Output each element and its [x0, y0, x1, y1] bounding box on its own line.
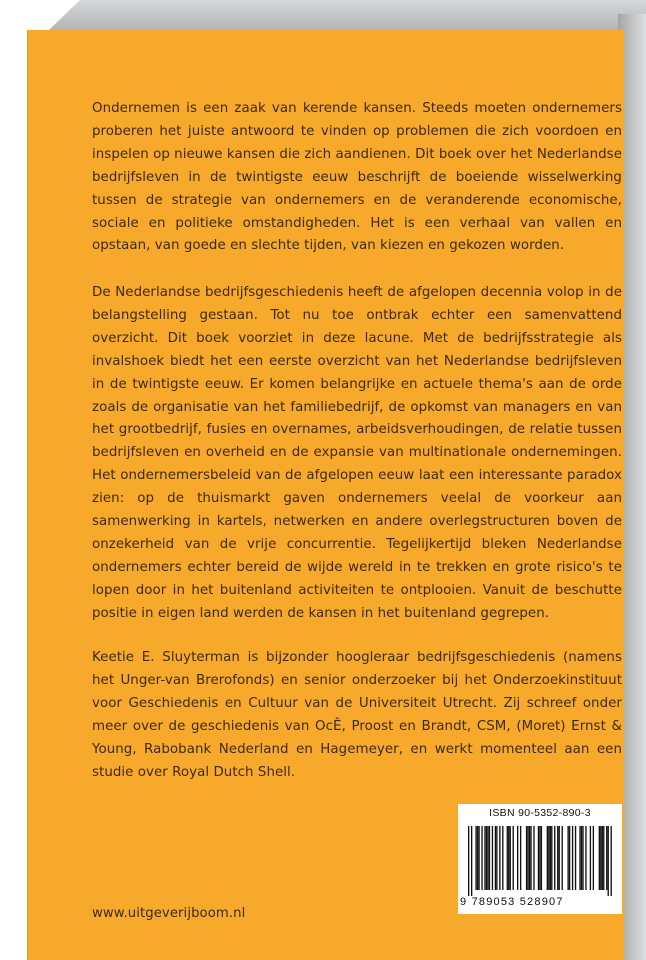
barcode-stripe: [487, 826, 488, 890]
barcode-stripe: [606, 826, 607, 890]
barcode-stripe: [502, 826, 503, 890]
barcode-stripe: [513, 826, 514, 890]
barcode-stripe: [554, 826, 555, 890]
barcode-stripe: [507, 826, 508, 890]
ean-number: 9 789053 528907: [460, 896, 564, 908]
barcode-label: [458, 804, 622, 914]
barcode-stripe: [538, 826, 539, 890]
barcode-stripe: [533, 826, 534, 890]
barcode-stripe: [611, 826, 612, 896]
barcode-stripe: [600, 826, 601, 890]
barcode-stripe: [569, 826, 570, 890]
barcode-stripe: [550, 826, 551, 890]
barcode-stripe: [562, 826, 563, 890]
barcode-stripe: [492, 826, 493, 890]
barcode-stripe: [486, 826, 487, 890]
barcode-stripe: [585, 826, 586, 890]
barcode-stripe: [572, 826, 573, 890]
barcode-stripe: [608, 826, 609, 896]
barcode-stripe: [510, 826, 511, 890]
barcode-stripe: [471, 826, 472, 896]
barcode-stripe: [489, 826, 490, 890]
barcode-stripe: [495, 826, 496, 890]
barcode-stripe: [582, 826, 583, 890]
barcode-stripe: [508, 826, 509, 890]
barcode-stripe: [593, 826, 594, 890]
barcode-stripe: [527, 826, 528, 890]
barcode-stripe: [575, 826, 576, 890]
barcode-stripe: [551, 826, 552, 890]
blurb-paragraph-intro: Ondernemen is een zaak van kerende kansen. Steeds moeten ondernemers proberen het juiste antwoord te vinden op problemen die zich voordoen en inspelen op nieuwe kansen die zich aandienen. Dit boek over het Nederlandse bedrijfsleven in de twintigste eeuw beschrijft de boeiende wisselwerking tussen de strategie van ondernemers en de veranderende economische, sociale en politieke omstandigheden. Het is een verhaal van vallen en opstaan, van goede en slechte tijden, van kiezen en gekozen worden.: [92, 101, 622, 254]
barcode-bars: [468, 826, 612, 896]
barcode-stripe: [481, 826, 482, 890]
barcode-stripe: [468, 826, 469, 896]
barcode-stripe: [539, 826, 540, 890]
barcode-stripe: [559, 826, 560, 890]
barcode-stripe: [520, 826, 521, 890]
barcode-stripe: [496, 826, 497, 890]
barcode-stripe: [557, 826, 558, 890]
publisher-website: www.uitgeverijboom.nl: [92, 906, 246, 921]
barcode-stripe: [603, 826, 604, 890]
page-stack-top-edge: [24, 0, 646, 30]
barcode-stripe: [548, 826, 549, 890]
barcode-stripe: [484, 826, 485, 890]
barcode-stripe: [590, 826, 591, 890]
barcode-stripe: [599, 826, 600, 890]
barcode-stripe: [499, 826, 500, 890]
author-bio-paragraph: Keetie E. Sluyterman is bijzonder hoogleraar bedrijfsgeschiedenis (namens het Unger-van Brerofonds) en senior onderzoeker bij het Onderzoekinstituut voor Geschiedenis en Cultuur van de Universiteit Utrecht. Zij schreef onder meer over de geschiedenis van OcÊ, Proost en Brandt, CSM, (Moret) Ernst & Young, Rabobank Nederland en Hagemeyer, en werkt momenteel aan een studie over Royal Dutch Shell.: [92, 650, 622, 780]
barcode-stripe: [477, 826, 478, 890]
barcode-stripe: [529, 826, 530, 890]
barcode-stripe: [579, 826, 580, 890]
barcode-stripe: [475, 826, 476, 890]
barcode-stripe: [581, 826, 582, 890]
barcode-stripe: [478, 826, 479, 890]
blurb-paragraph-main: De Nederlandse bedrijfsgeschiedenis heeft de afgelopen decennia volop in de belangstelling gestaan. Tot nu toe ontbrak echter een samenvattend overzicht. Dit boek voorziet in deze lacune. Met de bedrijfsstrategie als invalshoek biedt het een eerste overzicht van het Nederlandse bedrijfsleven in de twintigste eeuw. Er komen belangrijke en actuele thema's aan de orde zoals de organisatie van het familiebedrijf, de opkomst van managers en van het grootbedrijf, fusies en overnames, arbeidsverhoudingen, de relatie tussen bedrijfsleven en overheid en de expansie van multinationale ondernemingen. Het ondernemersbeleid van de afgelopen eeuw laat een interessante paradox zien: op de thuismarkt gaven ondernemers veelal de voorkeur aan samenwerking in kartels, netwerken en andere overlegstructuren boven de onzekerheid van de vrije concurrentie. Tegelijkertijd bleken Nederlandse ondernemers echter bereid de wijde wereld in te trekken en grote risico's te lopen door in het buitenland activiteiten te ontplooien. Vanuit de beschutte positie in eigen land werden de kansen in het buitenland gegrepen.: [92, 285, 622, 621]
barcode-stripe: [541, 826, 542, 890]
barcode-stripe: [547, 826, 548, 890]
isbn-number: ISBN 90-5352-890-3: [489, 807, 591, 819]
barcode-stripe: [567, 826, 568, 890]
barcode-stripe: [517, 826, 518, 890]
barcode-stripe: [602, 826, 603, 890]
barcode-stripe: [530, 826, 531, 890]
barcode-stripe: [526, 826, 527, 890]
